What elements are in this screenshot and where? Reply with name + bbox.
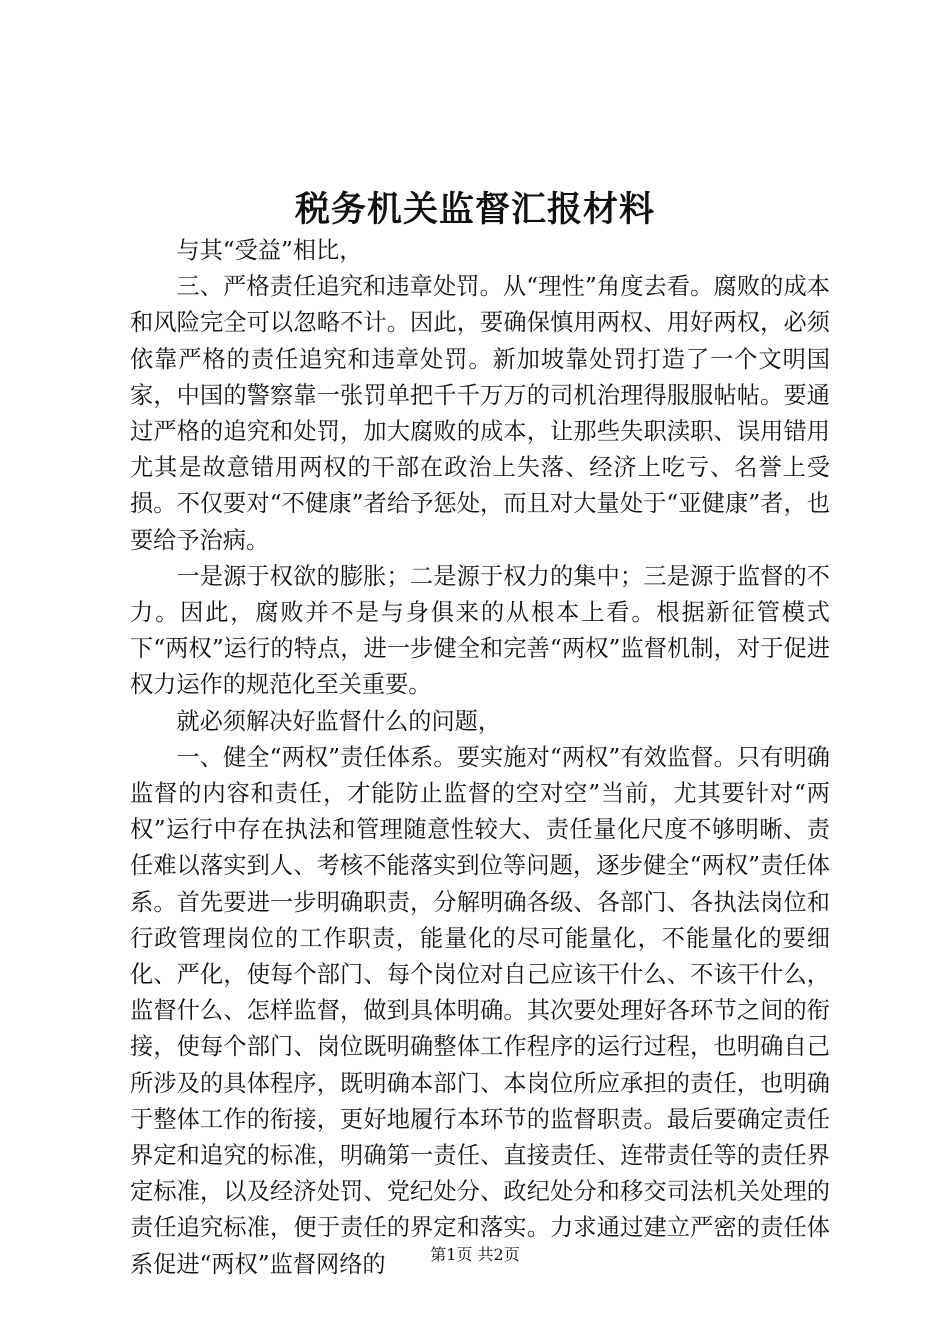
paragraph: 三、严格责任追究和违章处罚。从“理性”角度去看。腐败的成本和风险完全可以忽略不计。因此，要确保慎用两权、用好两权，必须依靠严格的责任追究和违章处罚。新加坡靠处罚打造了一个文明国家，中国的警察靠一张罚单把千千万万的司机治理得服服帖帖。要通过严格的追究和处罚，加大腐败的成本，让那些失职渎职、误用错用尤其是故意错用两权的干部在政治上失落、经济上吃亏、名誉上受损。不仅要对“不健康”者给予惩处，而且对大量处于“亚健康”者，也要给予治病。 [130, 273, 830, 554]
page-number-footer: 第1页 共2页 [430, 1245, 520, 1264]
paragraph: 一、健全“两权”责任体系。要实施对“两权”有效监督。只有明确监督的内容和责任，才能防止监督的空对空”当前，尤其要针对“两权”运行中存在执法和管理随意性较大、责任量化尺度不够明晰、责任难以落实到人、考核不能落实到位等问题，逐步健全“两权”责任体系。首先要进一步明确职责，分解明确各级、各部门、各执法岗位和行政管理岗位的工作职责，能量化的尽可能量化，不能量化的要细化、严化，使每个部门、每个岗位对自己应该干什么、不该干什么，监督什么、怎样监督，做到具体明确。其次要处理好各环节之间的衔接，使每个部门、岗位既明确整体工作程序的运行过程，也明确自己所涉及的具体程序，既明确本部门、本岗位所应承担的责任，也明确于整体工作的衔接，更好地履行本环节的监督职责。最后要确定责任界定和追究的标准，明确第一责任、直接责任、连带责任等的责任界定标准，以及经济处罚、党纪处分、政纪处分和移交司法机关处理的责任追究标准，便于责任的界定和落实。力求通过建立严密的责任体系促进“两权”监督网络的 [130, 743, 830, 1278]
page-title: 税务机关监督汇报材料 [294, 189, 655, 230]
paragraph: 与其“受益”相比， [176, 237, 363, 264]
paragraph: 就必须解决好监督什么的问题， [176, 707, 502, 735]
document-body [130, 233, 830, 1283]
paragraph: 一是源于权欲的膨胀；二是源于权力的集中；三是源于监督的不力。因此，腐败并不是与身俱来的从根本上看。根据新征管模式下“两权”运行的特点，进一步健全和完善“两权”监督机制，对于促进权力运作的规范化至关重要。 [130, 562, 830, 699]
